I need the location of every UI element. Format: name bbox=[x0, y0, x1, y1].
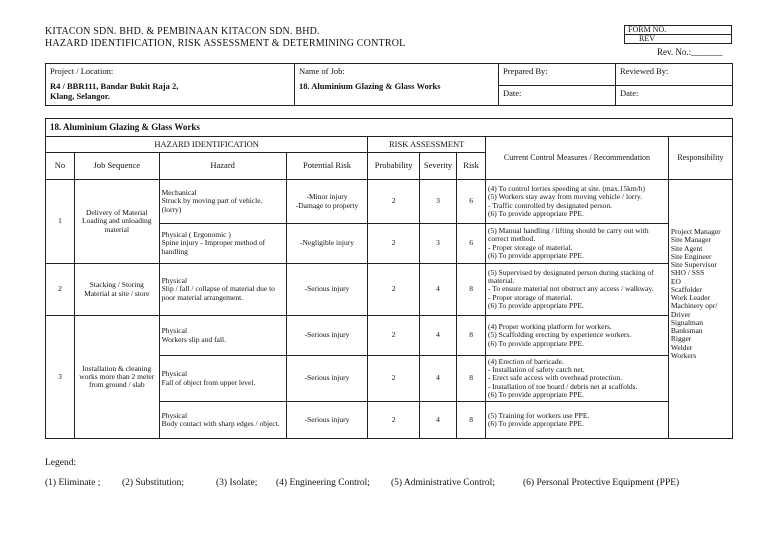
responsibility-item: Site Supervisor bbox=[670, 260, 717, 269]
project-location-value: R4 / BBR111, Bandar Bukit Raja 2, Klang, Selangor. bbox=[50, 81, 179, 101]
row-severity: 3 bbox=[419, 180, 456, 224]
row-severity: 4 bbox=[419, 356, 456, 402]
row-hazard: Physical ( Ergonomic ) Spine injury - Improper method of handling bbox=[159, 224, 286, 264]
legend-label: Legend: bbox=[45, 458, 77, 468]
responsibility-item: Rigger bbox=[670, 334, 692, 344]
row-potential-risk: -Negligible injury bbox=[286, 224, 368, 264]
table-row bbox=[46, 264, 733, 316]
row-probability: 2 bbox=[368, 356, 420, 402]
legend-item: (4) Engineering Control; bbox=[276, 478, 370, 488]
form-number-box bbox=[624, 25, 732, 44]
row-potential-risk: -Serious injury bbox=[286, 402, 368, 439]
job-name-label: Name of Job: bbox=[299, 66, 345, 76]
responsibility-item: Driver bbox=[670, 309, 691, 319]
row-potential-risk: -Serious injury bbox=[286, 316, 368, 356]
job-name-value: 18. Aluminium Glazing & Glass Works bbox=[299, 81, 441, 91]
row-potential-risk: -Minor injury -Damage to property bbox=[286, 180, 368, 224]
legend-item: (6) Personal Protective Equipment (PPE) bbox=[523, 478, 680, 488]
legend-item: (3) Isolate; bbox=[216, 478, 258, 488]
col-potential-risk-header: Potential Risk bbox=[286, 153, 368, 180]
reviewed-by-cell: Reviewed By: bbox=[616, 64, 733, 86]
row-risk: 8 bbox=[457, 264, 486, 316]
hirarc-table bbox=[45, 118, 733, 439]
row-no: 1 bbox=[46, 180, 75, 264]
col-hazard-header: Hazard bbox=[159, 153, 286, 180]
col-no-header: No bbox=[46, 153, 75, 180]
col-job-header: Job Sequence bbox=[74, 153, 159, 180]
row-risk: 6 bbox=[457, 224, 486, 264]
row-severity: 4 bbox=[419, 264, 456, 316]
rev-label: REV bbox=[625, 35, 732, 44]
legend-item: (5) Administrative Control; bbox=[391, 478, 495, 488]
row-severity: 3 bbox=[419, 224, 456, 264]
rev-no-field: Rev. No.:_______ bbox=[657, 47, 723, 57]
responsibility-item: Machinery opr/ bbox=[670, 301, 718, 311]
legend-item: (1) Eliminate ; bbox=[45, 478, 101, 488]
row-control-measures: (5) Supervised by designated person during stacking of material. - To ensure material not obstruct any access / walkway. - Proper storage of material. (6) To provide appropriate PPE. bbox=[486, 264, 669, 316]
project-location-label: Project / Location: bbox=[50, 66, 114, 76]
risk-assessment-header: RISK ASSESSMENT bbox=[368, 137, 486, 153]
responsibility-item: Workers bbox=[670, 350, 697, 360]
responsibility-item: Site Engineer bbox=[670, 251, 712, 261]
responsibility-item: Work Leader bbox=[670, 293, 711, 302]
responsibility-item: EO bbox=[670, 276, 681, 286]
legend-item: (2) Substitution; bbox=[122, 478, 185, 488]
responsibility-list bbox=[668, 180, 732, 439]
row-hazard: Physical Body contact with sharp edges / object. bbox=[159, 402, 286, 439]
section-title: 18. Aluminium Glazing & Glass Works bbox=[46, 119, 733, 137]
row-risk: 6 bbox=[457, 180, 486, 224]
responsibility-item: Signalman bbox=[670, 317, 703, 327]
prepared-date-cell: Date: bbox=[499, 86, 616, 106]
row-control-measures: (4) To control lorries speeding at site. (max.15km/h) (5) Workers stay away from moving vehicle / lorry. - Traffic controlled by designated person. (6) To provide appropriate PPE. bbox=[486, 180, 669, 224]
project-info-table bbox=[45, 63, 733, 106]
responsibility-item: Project Manager bbox=[670, 227, 721, 236]
row-control-measures: (4) Erection of barricade. - Installation of safety catch net. - Erect safe access with overhead protection. - Installation of toe board / debris net at scaffolds. (6) To provide appropriate PPE. bbox=[486, 356, 669, 402]
responsibility-item: Site Agent bbox=[670, 243, 703, 253]
company-name: KITACON SDN. BHD. & PEMBINAAN KITACON SDN. BHD. bbox=[45, 26, 320, 37]
prepared-by-cell: Prepared By: bbox=[499, 64, 616, 86]
table-row bbox=[46, 180, 733, 224]
responsibility-item: Scaffolder bbox=[670, 284, 702, 294]
responsibility-item: Welder bbox=[670, 342, 693, 352]
row-probability: 2 bbox=[368, 402, 420, 439]
row-risk: 8 bbox=[457, 356, 486, 402]
hazard-identification-header: HAZARD IDENTIFICATION bbox=[46, 137, 368, 153]
row-control-measures: (5) Training for workers use PPE. (6) To provide appropriate PPE. bbox=[486, 402, 669, 439]
responsibility-item: SHO / SSS bbox=[670, 268, 705, 278]
row-job-sequence: Installation & cleaning works more than 2 meter from ground / slab bbox=[74, 316, 159, 439]
row-job-sequence: Stacking / Storing Material at site / store bbox=[74, 264, 159, 316]
control-measures-header: Current Control Measures / Recommendation bbox=[486, 137, 669, 180]
responsibility-header: Responsibility bbox=[668, 137, 732, 180]
document-title: HAZARD IDENTIFICATION, RISK ASSESSMENT & DETERMINING CONTROL bbox=[45, 38, 406, 49]
row-severity: 4 bbox=[419, 316, 456, 356]
row-severity: 4 bbox=[419, 402, 456, 439]
row-hazard: Physical Fall of object from upper level. bbox=[159, 356, 286, 402]
row-no: 2 bbox=[46, 264, 75, 316]
row-risk: 8 bbox=[457, 316, 486, 356]
row-probability: 2 bbox=[368, 180, 420, 224]
row-risk: 8 bbox=[457, 402, 486, 439]
job-name-cell bbox=[295, 64, 499, 106]
row-hazard: Mechanical Struck by moving part of vehicle. (lorry) bbox=[159, 180, 286, 224]
responsibility-item: Banksman bbox=[670, 326, 703, 335]
table-row bbox=[46, 316, 733, 356]
row-control-measures: (4) Proper working platform for workers. (5) Scaffolding erecting by experience workers. (6) To provide appropriate PPE. bbox=[486, 316, 669, 356]
row-hazard: Physical Slip / fall / collapse of material due to poor material arrangement. bbox=[159, 264, 286, 316]
row-potential-risk: -Serious injury bbox=[286, 264, 368, 316]
row-control-measures: (5) Manual handling / lifting should be carry out with correct method. - Proper storage of material. (6) To provide appropriate PPE. bbox=[486, 224, 669, 264]
row-job-sequence: Delivery of Material Loading and unloading material bbox=[74, 180, 159, 264]
row-no: 3 bbox=[46, 316, 75, 439]
row-potential-risk: -Serious injury bbox=[286, 356, 368, 402]
col-severity-header: Severity bbox=[419, 153, 456, 180]
form-no-label: FORM NO. bbox=[625, 26, 732, 35]
row-probability: 2 bbox=[368, 224, 420, 264]
row-probability: 2 bbox=[368, 316, 420, 356]
col-risk-header: Risk bbox=[457, 153, 486, 180]
row-probability: 2 bbox=[368, 264, 420, 316]
reviewed-date-cell: Date: bbox=[616, 86, 733, 106]
col-probability-header: Probability bbox=[368, 153, 420, 180]
project-location-cell bbox=[46, 64, 295, 106]
row-hazard: Physical Workers slip and fall. bbox=[159, 316, 286, 356]
responsibility-item: Site Manager bbox=[670, 235, 712, 245]
